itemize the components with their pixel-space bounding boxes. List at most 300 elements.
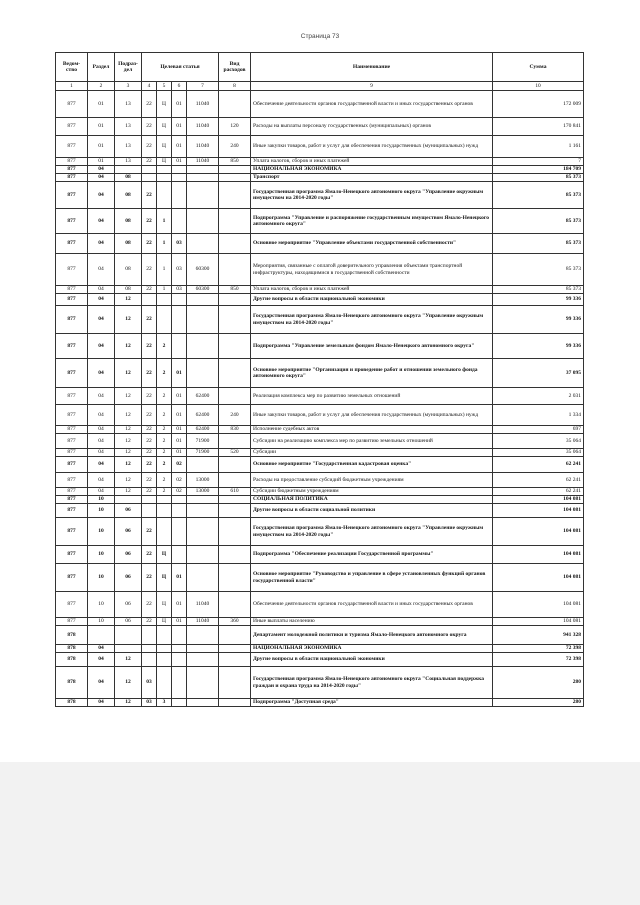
target-a-cell: 03 [142, 699, 157, 707]
name-cell: Подпрограмма "Управление земельным фондом Ямало-Ненецкого автономного округа" [251, 334, 493, 359]
target-b-cell: 2 [157, 359, 172, 388]
table-row [56, 653, 584, 667]
target-d-cell [187, 626, 219, 645]
name-cell: Уплата налогов, сборов и иных платежей [251, 286, 493, 294]
table-row [56, 473, 584, 488]
podrazdel-cell: 12 [115, 405, 142, 426]
sum-cell: 85 373 [493, 286, 584, 294]
target-c-cell [172, 504, 187, 518]
target-b-cell [157, 626, 172, 645]
vid-cell [219, 457, 251, 473]
sum-cell: 99 336 [493, 294, 584, 306]
target-d-cell: 60300 [187, 254, 219, 286]
sum-cell: 2 031 [493, 388, 584, 405]
target-c-cell: 01 [172, 592, 187, 618]
target-d-cell [187, 653, 219, 667]
vedomstvo-cell: 878 [56, 653, 88, 667]
target-b-cell [157, 294, 172, 306]
target-c-cell: 01 [172, 434, 187, 449]
vid-cell [219, 166, 251, 174]
target-d-cell [187, 359, 219, 388]
razdel-cell: 10 [88, 518, 115, 546]
sum-cell: 170 841 [493, 118, 584, 136]
sum-cell: 280 [493, 699, 584, 707]
col-num: 6 [172, 82, 187, 91]
vedomstvo-cell: 877 [56, 564, 88, 592]
vedomstvo-cell: 878 [56, 626, 88, 645]
table-row [56, 359, 584, 388]
table-row [56, 496, 584, 504]
target-a-cell: 22 [142, 546, 157, 564]
podrazdel-cell: 08 [115, 254, 142, 286]
podrazdel-cell: 12 [115, 426, 142, 434]
table-row [56, 294, 584, 306]
vedomstvo-cell: 877 [56, 136, 88, 158]
target-d-cell: 11040 [187, 592, 219, 618]
razdel-cell: 10 [88, 618, 115, 626]
target-b-cell: 2 [157, 426, 172, 434]
podrazdel-cell: 12 [115, 449, 142, 457]
target-a-cell: 22 [142, 618, 157, 626]
name-cell: Расходы на предоставление субсидий бюджетным учреждениям [251, 473, 493, 488]
razdel-cell: 01 [88, 158, 115, 166]
podrazdel-cell: 06 [115, 592, 142, 618]
sum-cell: 104 081 [493, 592, 584, 618]
table-row [56, 174, 584, 182]
table-row [56, 546, 584, 564]
vid-cell [219, 91, 251, 118]
vedomstvo-cell: 877 [56, 294, 88, 306]
podrazdel-cell: 13 [115, 91, 142, 118]
target-c-cell [172, 546, 187, 564]
vid-cell: 830 [219, 426, 251, 434]
vedomstvo-cell: 877 [56, 118, 88, 136]
vid-cell: 360 [219, 618, 251, 626]
table-row [56, 699, 584, 707]
podrazdel-cell: 06 [115, 518, 142, 546]
podrazdel-cell: 12 [115, 473, 142, 488]
vedomstvo-cell: 877 [56, 182, 88, 209]
table-row [56, 286, 584, 294]
table-row [56, 618, 584, 626]
razdel-cell: 04 [88, 473, 115, 488]
vid-cell [219, 174, 251, 182]
col-num: 8 [219, 82, 251, 91]
target-b-cell: Ц [157, 158, 172, 166]
razdel-cell: 01 [88, 136, 115, 158]
target-b-cell: 2 [157, 488, 172, 496]
target-b-cell [157, 645, 172, 653]
target-a-cell [142, 294, 157, 306]
name-cell: Обеспечение деятельности органов государственной власти и иных государственных органов [251, 592, 493, 618]
target-d-cell [187, 645, 219, 653]
razdel-cell: 04 [88, 426, 115, 434]
vedomstvo-cell: 877 [56, 166, 88, 174]
razdel-cell: 04 [88, 334, 115, 359]
target-a-cell: 22 [142, 334, 157, 359]
vedomstvo-cell: 877 [56, 434, 88, 449]
sum-cell: 62 241 [493, 473, 584, 488]
podrazdel-cell [115, 626, 142, 645]
col-num: 3 [115, 82, 142, 91]
target-c-cell: 03 [172, 254, 187, 286]
target-b-cell: 2 [157, 405, 172, 426]
sum-cell: 85 373 [493, 174, 584, 182]
name-cell: Другие вопросы в области социальной политики [251, 504, 493, 518]
header-sum: Сумма [493, 53, 584, 82]
razdel-cell: 10 [88, 592, 115, 618]
target-a-cell: 22 [142, 158, 157, 166]
sum-cell: 85 373 [493, 254, 584, 286]
table-row [56, 166, 584, 174]
name-cell: Обеспечение деятельности органов государственной власти и иных государственных органов [251, 91, 493, 118]
table-row [56, 504, 584, 518]
podrazdel-cell: 12 [115, 653, 142, 667]
razdel-cell: 10 [88, 564, 115, 592]
name-cell: Иные закупки товаров, работ и услуг для обеспечения государственных (муниципальных) нужд [251, 405, 493, 426]
target-d-cell [187, 496, 219, 504]
razdel-cell: 04 [88, 449, 115, 457]
podrazdel-cell: 12 [115, 388, 142, 405]
podrazdel-cell: 12 [115, 667, 142, 699]
vid-cell [219, 473, 251, 488]
table-body [56, 91, 584, 707]
target-c-cell [172, 334, 187, 359]
vedomstvo-cell: 877 [56, 209, 88, 234]
vid-cell [219, 334, 251, 359]
razdel-cell: 01 [88, 91, 115, 118]
vedomstvo-cell: 877 [56, 592, 88, 618]
name-cell: Подпрограмма "Доступная среда" [251, 699, 493, 707]
vedomstvo-cell: 877 [56, 496, 88, 504]
table-row [56, 518, 584, 546]
podrazdel-cell: 08 [115, 286, 142, 294]
name-cell: Подпрограмма "Управление и распоряжение государственным имуществом Ямало-Ненецкого автономного округа" [251, 209, 493, 234]
name-cell: СОЦИАЛЬНАЯ ПОЛИТИКА [251, 496, 493, 504]
target-d-cell: 11040 [187, 118, 219, 136]
column-number-row [56, 82, 584, 91]
vedomstvo-cell: 877 [56, 473, 88, 488]
col-num: 5 [157, 82, 172, 91]
header-celevaya: Целевая статья [142, 53, 219, 82]
sum-cell: 99 336 [493, 334, 584, 359]
target-a-cell: 22 [142, 286, 157, 294]
podrazdel-cell: 12 [115, 457, 142, 473]
name-cell: НАЦИОНАЛЬНАЯ ЭКОНОМИКА [251, 645, 493, 653]
podrazdel-cell: 12 [115, 334, 142, 359]
name-cell: Субсидии на реализацию комплекса мер по развитию земельных отношений [251, 434, 493, 449]
podrazdel-cell: 13 [115, 158, 142, 166]
podrazdel-cell: 06 [115, 546, 142, 564]
razdel-cell: 04 [88, 699, 115, 707]
target-b-cell: Ц [157, 564, 172, 592]
sum-cell: 72 398 [493, 653, 584, 667]
table-row [56, 434, 584, 449]
razdel-cell: 04 [88, 653, 115, 667]
target-b-cell [157, 182, 172, 209]
vid-cell [219, 645, 251, 653]
col-num: 9 [251, 82, 493, 91]
target-d-cell: 11040 [187, 91, 219, 118]
target-b-cell: 3 [157, 699, 172, 707]
table-row [56, 254, 584, 286]
target-b-cell: Ц [157, 91, 172, 118]
vid-cell: 610 [219, 488, 251, 496]
table-row [56, 118, 584, 136]
vid-cell [219, 546, 251, 564]
vid-cell: 850 [219, 158, 251, 166]
vedomstvo-cell: 877 [56, 174, 88, 182]
vid-cell [219, 564, 251, 592]
name-cell: Государственная программа Ямало-Ненецкого автономного округа "Управление окружным имуществом на 2014-2020 годы" [251, 182, 493, 209]
target-c-cell [172, 182, 187, 209]
target-a-cell: 22 [142, 254, 157, 286]
name-cell: НАЦИОНАЛЬНАЯ ЭКОНОМИКА [251, 166, 493, 174]
sum-cell: 37 095 [493, 359, 584, 388]
target-c-cell [172, 645, 187, 653]
razdel-cell: 10 [88, 496, 115, 504]
vid-cell [219, 306, 251, 334]
razdel-cell: 04 [88, 388, 115, 405]
vedomstvo-cell: 878 [56, 645, 88, 653]
vid-cell [219, 234, 251, 254]
podrazdel-cell: 12 [115, 359, 142, 388]
vedomstvo-cell: 877 [56, 306, 88, 334]
name-cell: Другие вопросы в области национальной экономики [251, 294, 493, 306]
sum-cell: 85 373 [493, 209, 584, 234]
sum-cell: 697 [493, 426, 584, 434]
sum-cell: 1 334 [493, 405, 584, 426]
table-row [56, 136, 584, 158]
target-a-cell: 22 [142, 91, 157, 118]
vid-cell: 850 [219, 286, 251, 294]
target-a-cell [142, 645, 157, 653]
target-d-cell: 71900 [187, 434, 219, 449]
podrazdel-cell: 06 [115, 618, 142, 626]
podrazdel-cell: 12 [115, 699, 142, 707]
sum-cell: 184 709 [493, 166, 584, 174]
col-num: 7 [187, 82, 219, 91]
table-row [56, 426, 584, 434]
vedomstvo-cell: 877 [56, 546, 88, 564]
target-d-cell [187, 234, 219, 254]
target-a-cell: 22 [142, 449, 157, 457]
vid-cell [219, 504, 251, 518]
name-cell: Государственная программа Ямало-Ненецкого автономного округа "Управление окружным имуществом на 2014-2020 годы" [251, 518, 493, 546]
vedomstvo-cell: 878 [56, 699, 88, 707]
target-c-cell [172, 699, 187, 707]
vedomstvo-cell: 877 [56, 504, 88, 518]
target-a-cell: 22 [142, 457, 157, 473]
vid-cell: 120 [219, 118, 251, 136]
target-c-cell: 01 [172, 449, 187, 457]
vid-cell: 520 [219, 449, 251, 457]
target-b-cell: 1 [157, 254, 172, 286]
podrazdel-cell: 08 [115, 182, 142, 209]
target-b-cell [157, 166, 172, 174]
col-num: 2 [88, 82, 115, 91]
vid-cell [219, 653, 251, 667]
table-row [56, 209, 584, 234]
vid-cell: 240 [219, 405, 251, 426]
podrazdel-cell [115, 166, 142, 174]
podrazdel-cell: 13 [115, 118, 142, 136]
podrazdel-cell: 08 [115, 174, 142, 182]
table-row [56, 334, 584, 359]
vedomstvo-cell: 877 [56, 158, 88, 166]
name-cell: Основное мероприятие "Управление объектами государственной собственности" [251, 234, 493, 254]
razdel-cell: 04 [88, 488, 115, 496]
header-name: Наименование [251, 53, 493, 82]
target-c-cell: 01 [172, 405, 187, 426]
target-d-cell: 62400 [187, 405, 219, 426]
target-b-cell: 2 [157, 334, 172, 359]
target-b-cell: Ц [157, 118, 172, 136]
podrazdel-cell: 08 [115, 234, 142, 254]
vid-cell [219, 388, 251, 405]
target-b-cell [157, 504, 172, 518]
podrazdel-cell [115, 496, 142, 504]
target-d-cell [187, 699, 219, 707]
razdel-cell [88, 626, 115, 645]
target-a-cell: 22 [142, 209, 157, 234]
target-a-cell [142, 626, 157, 645]
name-cell: Другие вопросы в области национальной экономики [251, 653, 493, 667]
page-caption: Страница 73 [300, 33, 340, 40]
target-a-cell: 22 [142, 306, 157, 334]
razdel-cell: 04 [88, 405, 115, 426]
razdel-cell: 10 [88, 504, 115, 518]
target-c-cell: 02 [172, 457, 187, 473]
target-d-cell [187, 334, 219, 359]
name-cell: Субсидии [251, 449, 493, 457]
target-c-cell: 03 [172, 286, 187, 294]
sum-cell: 280 [493, 667, 584, 699]
sum-cell: 172 009 [493, 91, 584, 118]
sum-cell: 104 081 [493, 496, 584, 504]
name-cell: Основное мероприятие "Государственная кадастровая оценка" [251, 457, 493, 473]
vid-cell [219, 496, 251, 504]
target-d-cell: 71900 [187, 449, 219, 457]
vid-cell [219, 254, 251, 286]
target-a-cell: 22 [142, 405, 157, 426]
target-c-cell: 01 [172, 359, 187, 388]
budget-table [55, 52, 584, 707]
target-d-cell [187, 166, 219, 174]
target-c-cell [172, 294, 187, 306]
target-d-cell [187, 667, 219, 699]
sum-cell: 72 398 [493, 645, 584, 653]
header-vedomstvo: Ведом- ство [56, 53, 88, 82]
target-b-cell [157, 306, 172, 334]
target-c-cell: 01 [172, 158, 187, 166]
target-c-cell [172, 306, 187, 334]
razdel-cell: 04 [88, 182, 115, 209]
podrazdel-cell: 13 [115, 136, 142, 158]
header-razdel: Раздел [88, 53, 115, 82]
target-b-cell: 2 [157, 388, 172, 405]
target-a-cell [142, 496, 157, 504]
name-cell: Основное мероприятие "Руководство и управление в сфере установленных функций органов государственной власти" [251, 564, 493, 592]
razdel-cell: 01 [88, 118, 115, 136]
podrazdel-cell: 12 [115, 488, 142, 496]
target-b-cell: 2 [157, 473, 172, 488]
razdel-cell: 04 [88, 209, 115, 234]
target-a-cell: 22 [142, 434, 157, 449]
target-c-cell: 01 [172, 118, 187, 136]
sum-cell: 85 373 [493, 234, 584, 254]
razdel-cell: 04 [88, 234, 115, 254]
table-row [56, 449, 584, 457]
table-row [56, 234, 584, 254]
vid-cell [219, 699, 251, 707]
sum-cell: 7 [493, 158, 584, 166]
table-row [56, 645, 584, 653]
target-a-cell: 22 [142, 118, 157, 136]
target-c-cell [172, 174, 187, 182]
vedomstvo-cell: 877 [56, 518, 88, 546]
vedomstvo-cell: 877 [56, 449, 88, 457]
vedomstvo-cell: 877 [56, 254, 88, 286]
target-a-cell: 22 [142, 488, 157, 496]
target-a-cell: 22 [142, 564, 157, 592]
sum-cell: 104 081 [493, 518, 584, 546]
table-row [56, 306, 584, 334]
name-cell: Транспорт [251, 174, 493, 182]
header-row [56, 53, 584, 82]
vedomstvo-cell: 877 [56, 388, 88, 405]
target-a-cell [142, 166, 157, 174]
header-podrazdel: Подраз- дел [115, 53, 142, 82]
razdel-cell: 04 [88, 359, 115, 388]
vid-cell [219, 359, 251, 388]
sum-cell: 35 064 [493, 434, 584, 449]
podrazdel-cell: 06 [115, 564, 142, 592]
podrazdel-cell: 12 [115, 434, 142, 449]
razdel-cell: 04 [88, 667, 115, 699]
target-b-cell: Ц [157, 618, 172, 626]
target-a-cell: 22 [142, 359, 157, 388]
target-d-cell: 11040 [187, 158, 219, 166]
table-row [56, 626, 584, 645]
target-b-cell [157, 496, 172, 504]
target-d-cell [187, 294, 219, 306]
target-d-cell [187, 209, 219, 234]
vid-cell [219, 294, 251, 306]
target-d-cell: 11040 [187, 136, 219, 158]
name-cell: Подпрограмма "Обеспечение реализации Государственной программы" [251, 546, 493, 564]
table-row [56, 564, 584, 592]
target-a-cell [142, 653, 157, 667]
vid-cell: 240 [219, 136, 251, 158]
name-cell: Иные выплаты населению [251, 618, 493, 626]
target-d-cell: 62400 [187, 426, 219, 434]
target-d-cell [187, 174, 219, 182]
sum-cell: 104 081 [493, 546, 584, 564]
target-d-cell: 60300 [187, 286, 219, 294]
sum-cell: 104 081 [493, 564, 584, 592]
sum-cell: 85 373 [493, 182, 584, 209]
target-d-cell [187, 182, 219, 209]
target-b-cell [157, 174, 172, 182]
table-row [56, 182, 584, 209]
sum-cell: 35 064 [493, 449, 584, 457]
sum-cell: 62 241 [493, 488, 584, 496]
name-cell: Основное мероприятие "Организация и проведение работ и отношении земельного фонда автономного округа" [251, 359, 493, 388]
target-b-cell [157, 518, 172, 546]
razdel-cell: 04 [88, 434, 115, 449]
target-b-cell: 1 [157, 209, 172, 234]
